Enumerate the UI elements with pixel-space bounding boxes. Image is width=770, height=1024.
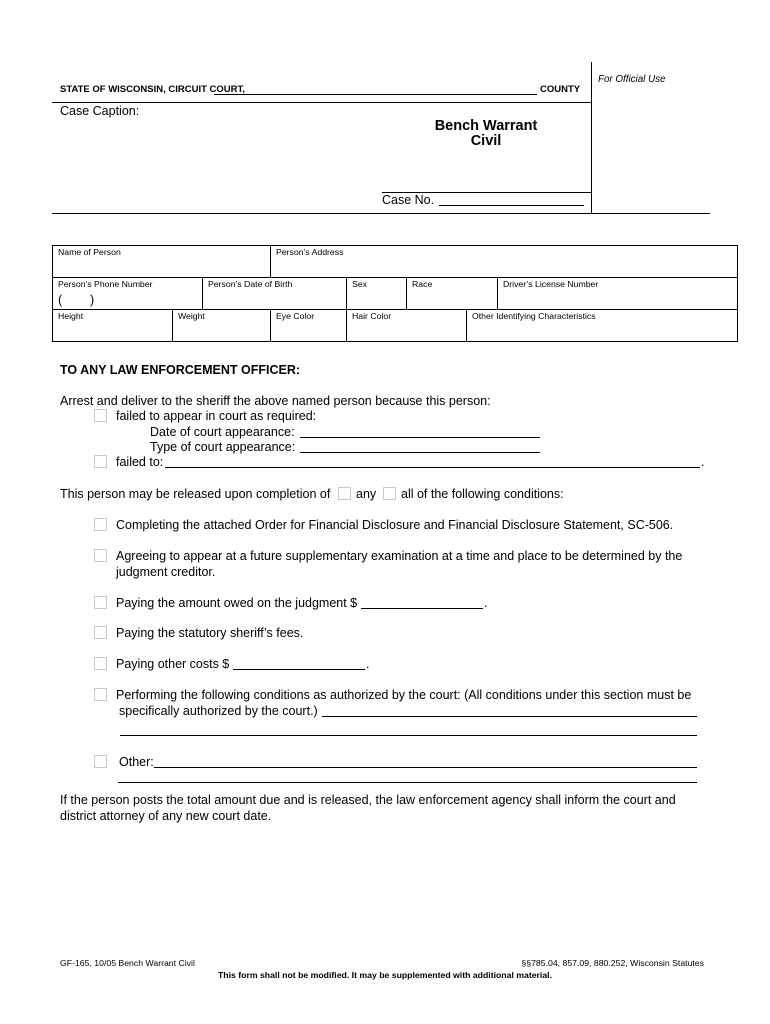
height-field[interactable] xyxy=(53,310,172,341)
sex-field[interactable] xyxy=(347,278,406,309)
court-conditions-field-continued[interactable] xyxy=(120,735,697,736)
release-conditions-prefix: This person may be released upon completion of xyxy=(60,487,331,501)
hair-color-field[interactable] xyxy=(347,310,466,341)
drivers-license-field[interactable] xyxy=(498,278,737,309)
failed-to-period: . xyxy=(701,455,705,469)
case-no-field[interactable] xyxy=(439,205,584,206)
closing-instruction-line-1: If the person posts the total amount due and is released, the law enforcement agency shall inform the court and xyxy=(60,793,676,807)
race-field[interactable] xyxy=(407,278,497,309)
form-subtitle: Civil xyxy=(470,133,502,149)
hair-color-label: Hair Color xyxy=(352,311,392,321)
statutes-label: §§785.04, 857.09, 880.252, Wisconsin Statutes xyxy=(521,958,704,968)
form-title: Bench Warrant xyxy=(434,118,538,134)
failed-to-checkbox[interactable] xyxy=(94,455,107,468)
court-conditions-checkbox[interactable] xyxy=(94,688,107,701)
judgment-amount-checkbox[interactable] xyxy=(94,596,107,609)
other-costs-period: . xyxy=(366,657,370,671)
other-costs-field[interactable] xyxy=(233,669,365,670)
name-of-person-field[interactable] xyxy=(53,246,270,277)
closing-instruction-line-2: district attorney of any new court date. xyxy=(60,809,272,823)
name-of-person-label: Name of Person xyxy=(58,247,121,257)
failed-to-field[interactable] xyxy=(165,467,700,468)
court-date-label: Date of court appearance: xyxy=(150,425,295,439)
other-costs-label: Paying other costs $ xyxy=(116,657,230,671)
eye-color-field[interactable] xyxy=(271,310,346,341)
failed-to-appear-label: failed to appear in court as required: xyxy=(116,409,317,423)
header-bottom-rule xyxy=(52,213,710,214)
officer-heading: TO ANY LAW ENFORCEMENT OFFICER: xyxy=(60,363,301,377)
sheriff-fees-checkbox[interactable] xyxy=(94,626,107,639)
height-label: Height xyxy=(58,311,84,321)
court-date-field[interactable] xyxy=(300,437,540,438)
case-caption-label: Case Caption: xyxy=(60,104,140,118)
phone-number-field[interactable] xyxy=(53,278,202,309)
weight-label: Weight xyxy=(178,311,205,321)
judgment-amount-period: . xyxy=(484,596,488,610)
court-conditions-label-line-2: specifically authorized by the court.) xyxy=(119,704,318,718)
arrest-instruction: Arrest and deliver to the sheriff the above named person because this person: xyxy=(60,394,491,408)
phone-number-label: Person’s Phone Number xyxy=(58,279,153,289)
other-condition-label: Other: xyxy=(119,755,154,769)
county-name-field[interactable] xyxy=(214,94,537,95)
financial-disclosure-label: Completing the attached Order for Financial Disclosure and Financial Disclosure Statement, SC-506. xyxy=(116,518,674,532)
modification-notice: This form shall not be modified. It may be supplemented with additional material. xyxy=(217,970,553,980)
court-type-label: Type of court appearance: xyxy=(150,440,296,454)
phone-area-code-parens: ( ) xyxy=(58,293,95,307)
any-conditions-checkbox[interactable] xyxy=(338,487,351,500)
sheriff-fees-label: Paying the statutory sheriff’s fees. xyxy=(116,626,304,640)
date-of-birth-label: Person’s Date of Birth xyxy=(208,279,293,289)
case-no-label: Case No. xyxy=(382,193,435,207)
eye-color-label: Eye Color xyxy=(276,311,315,321)
supplementary-exam-label-line-1: Agreeing to appear at a future supplementary examination at a time and place to be determined by the xyxy=(116,549,683,563)
failed-to-label: failed to: xyxy=(116,455,164,469)
form-id-label: GF-165, 10/05 Bench Warrant Civil xyxy=(60,958,195,968)
court-type-field[interactable] xyxy=(300,452,540,453)
person-info-table xyxy=(52,245,738,342)
other-characteristics-label: Other Identifying Characteristics xyxy=(472,311,596,321)
judgment-amount-field[interactable] xyxy=(361,608,483,609)
financial-disclosure-checkbox[interactable] xyxy=(94,518,107,531)
drivers-license-label: Driver’s License Number xyxy=(503,279,599,289)
weight-field[interactable] xyxy=(173,310,270,341)
person-address-field[interactable] xyxy=(271,246,737,277)
judgment-amount-label: Paying the amount owed on the judgment $ xyxy=(116,596,358,610)
all-conditions-checkbox[interactable] xyxy=(383,487,396,500)
failed-to-appear-checkbox[interactable] xyxy=(94,409,107,422)
person-address-label: Person’s Address xyxy=(276,247,344,257)
other-condition-field-continued[interactable] xyxy=(118,782,697,783)
court-conditions-label-line-1: Performing the following conditions as authorized by the court: (All conditions under this section must be xyxy=(116,688,692,702)
court-conditions-field[interactable] xyxy=(322,716,697,717)
county-label: COUNTY xyxy=(540,84,581,95)
other-condition-field[interactable] xyxy=(154,767,697,768)
any-conditions-label: any xyxy=(356,487,377,501)
supplementary-exam-checkbox[interactable] xyxy=(94,549,107,562)
supplementary-exam-label-line-2: judgment creditor. xyxy=(116,565,216,579)
other-condition-checkbox[interactable] xyxy=(94,755,107,768)
all-conditions-label: all of the following conditions: xyxy=(401,487,564,501)
race-label: Race xyxy=(412,279,433,289)
sex-label: Sex xyxy=(352,279,367,289)
circuit-court-label: STATE OF WISCONSIN, CIRCUIT COURT, xyxy=(60,84,245,95)
official-use-label: For Official Use xyxy=(598,74,666,85)
date-of-birth-field[interactable] xyxy=(203,278,346,309)
other-costs-checkbox[interactable] xyxy=(94,657,107,670)
other-characteristics-field[interactable] xyxy=(467,310,737,341)
